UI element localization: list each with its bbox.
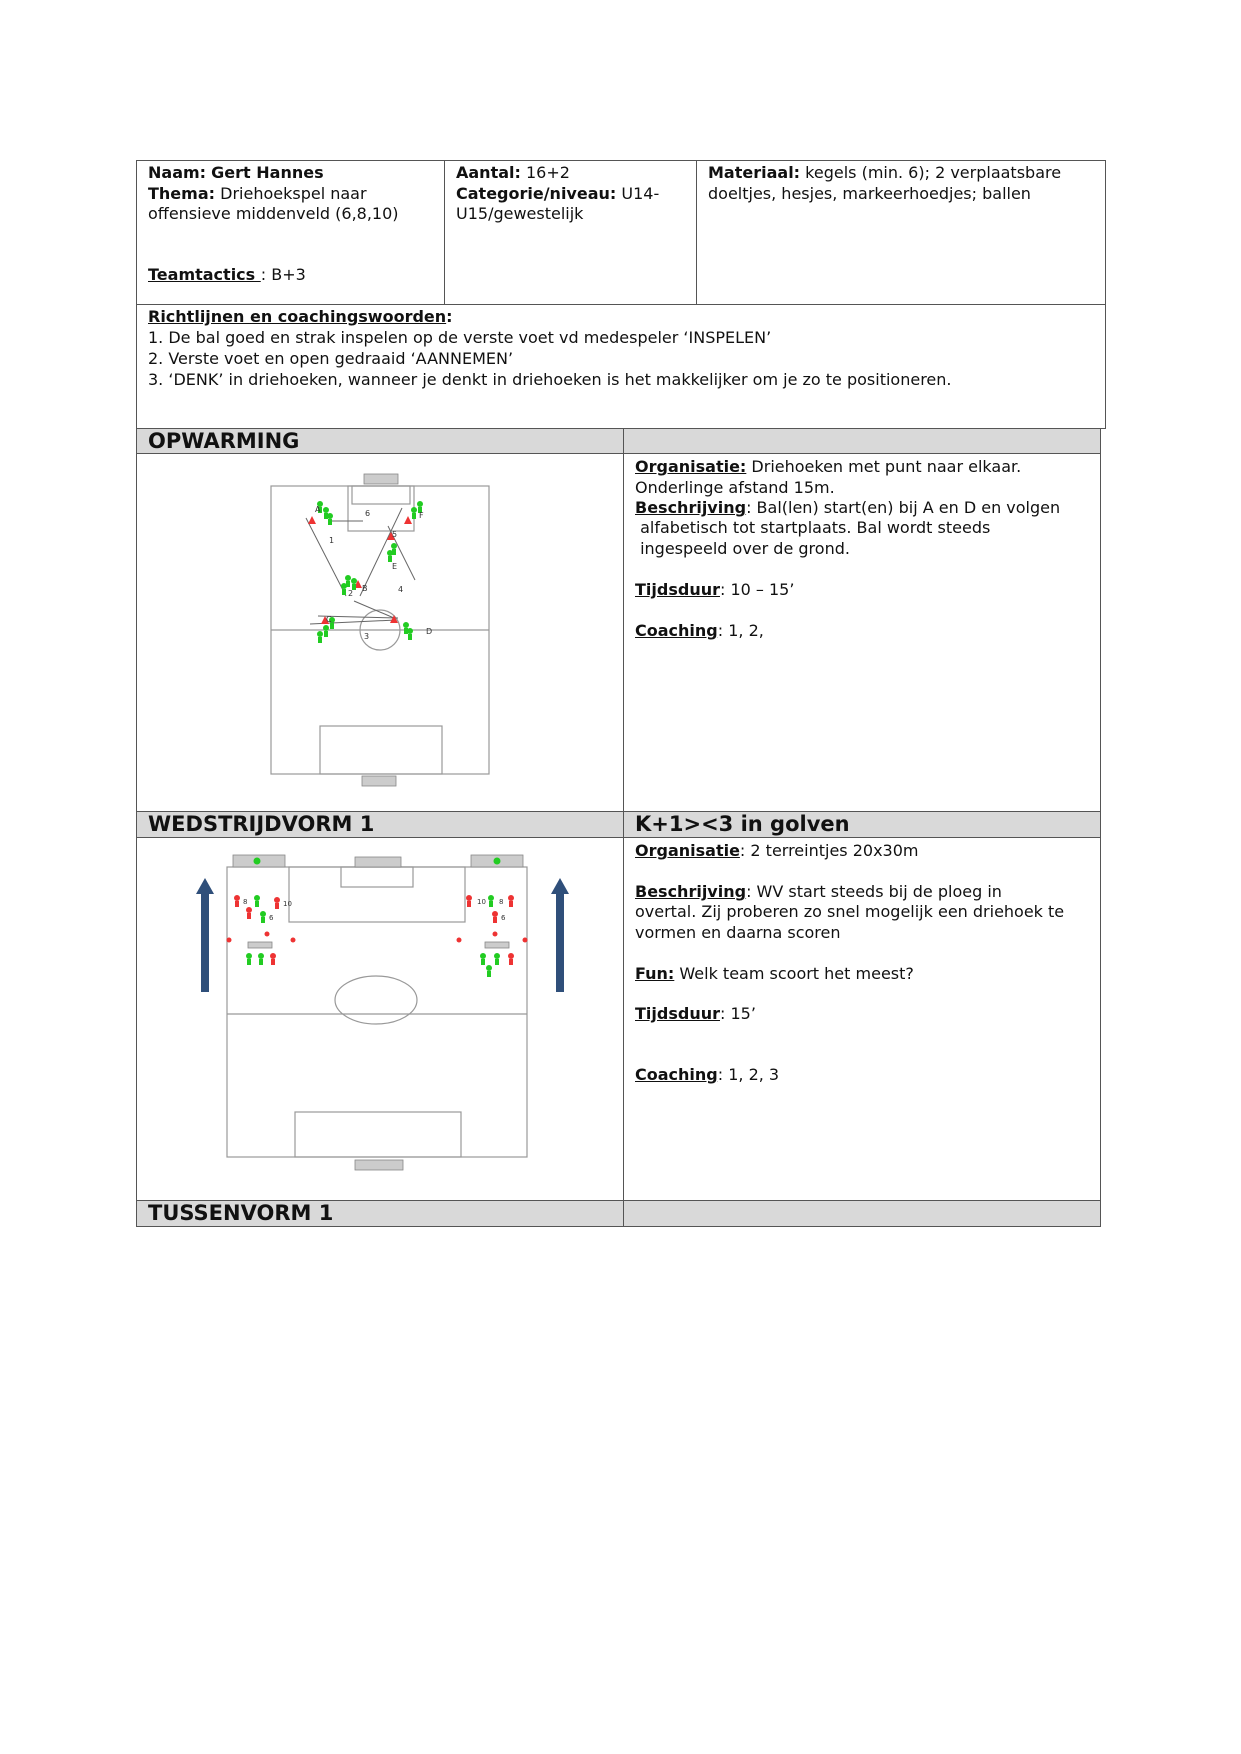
wedstrijdvorm-right-title: K+1><3 in golven [623,811,1101,838]
wv-tijdsduur-value: : 15’ [719,1004,756,1023]
guidelines-title-line [148,306,453,327]
player-icon [345,575,351,581]
wv-beschrijving-value-3: vormen en daarna scoren [635,923,841,942]
opw-beschrijving-value-3: ingespeeld over de grond. [635,539,850,558]
aantal-label: Aantal: [456,163,521,182]
wv-coaching-line [635,1064,779,1085]
opw-organisatie-line [635,456,1021,477]
player-icon [508,895,514,901]
naam-label: Naam: [148,163,207,182]
bottom-goal-icon [362,776,396,786]
player-icon [317,631,323,637]
diagram-label: 4 [398,585,404,594]
marker-icon [493,932,498,937]
player-icon [492,911,498,917]
diagram-label: 6 [501,914,506,922]
materiaal-label: Materiaal: [708,163,801,182]
diagram-label: 10 [283,900,292,908]
opw-tijdsduur-line [635,579,794,600]
diagram-label: A [315,505,321,514]
opw-beschrijving-label: Beschrijving [635,498,747,517]
diagram-label: 8 [499,898,504,906]
top-goal-box [341,867,413,887]
guideline-item: 3. ‘DENK’ in driehoeken, wanneer je denkt in driehoeken is het makkelijker om je zo te positioneren. [148,370,952,389]
materiaal-line [708,162,1061,183]
aantal-line [456,162,570,183]
thema-value: Driehoekspel naar [220,184,367,203]
goal-icon [355,857,401,867]
wedstrijdvorm-diagram [195,852,575,1174]
diagram-label: C [326,615,332,624]
opw-beschrijving-value: : Bal(len) start(en) bij A en D en volgen [746,498,1061,517]
top-penalty-box [348,486,414,531]
teamtactics-value: : B+3 [260,265,306,284]
marker-icon [227,938,232,943]
cone-icon [308,516,316,524]
thema-value-2: offensieve middenveld (6,8,10) [148,204,399,223]
wv-tijdsduur-line [635,1003,756,1024]
opw-tijdsduur-value: : 10 – 15’ [719,580,795,599]
wedstrijdvorm-title: WEDSTRIJDVORM 1 [136,811,624,838]
wv-coaching-value: : 1, 2, 3 [717,1065,780,1084]
thema-label: Thema: [148,184,216,203]
opwarming-right-header [623,428,1101,454]
player-icon [327,513,333,519]
guideline-item: 2. Verste voet en open gedraaid ‘AANNEMEN’ [148,349,514,368]
diagram-label: 6 [365,509,371,518]
wv-organisatie-line [635,840,919,861]
pitch-outline [227,867,527,1157]
player-icon [508,953,514,959]
opw-organisatie-label: Organisatie: [635,457,747,476]
diagram-label: F [419,511,424,520]
opwarming-diagram [268,468,494,788]
player-icon [270,953,276,959]
player-icon [403,622,409,628]
player-icon [258,953,264,959]
player-icon [387,550,393,556]
guideline-item: 1. De bal goed en strak inspelen op de verste voet vd medespeler ‘INSPELEN’ [148,328,772,347]
marker-icon [457,938,462,943]
player-icon [494,953,500,959]
teamtactics-label: Teamtactics [148,265,261,284]
player-icon [351,578,357,584]
categorie-value-2: U15/gewestelijk [456,204,584,223]
top-penalty-box [289,867,465,922]
top-goal-icon [364,474,398,484]
player-icon [274,897,280,903]
keeper-icon [494,858,501,865]
bottom-penalty-box [320,726,442,774]
player-icon [411,507,417,513]
categorie-line [456,183,659,204]
diagram-label: 2 [348,589,354,598]
wv-coaching-label: Coaching [635,1065,718,1084]
player-icon [323,625,329,631]
goal-icon [355,1160,403,1170]
player-icon [488,895,494,901]
wv-organisatie-value: : 2 terreintjes 20x30m [739,841,919,860]
marker-icon [523,938,528,943]
opwarming-title: OPWARMING [136,428,624,454]
opw-tijdsduur-label: Tijdsduur [635,580,720,599]
player-icon [323,507,329,513]
wv-fun-label: Fun: [635,964,675,983]
bottom-penalty-box [295,1112,461,1157]
tussenvorm-title: TUSSENVORM 1 [136,1200,624,1227]
player-icon [341,583,347,589]
player-icon [391,543,397,549]
guidelines-colon: : [446,307,453,326]
thema-line [148,183,367,204]
diagram-label: 6 [269,914,274,922]
player-icon [254,895,260,901]
opw-coaching-line [635,620,764,641]
wv-beschrijving-line [635,881,1002,902]
opw-coaching-label: Coaching [635,621,718,640]
player-icon [480,953,486,959]
mini-goal-icon [485,942,509,948]
naam-line [148,162,324,183]
mini-goal-icon [248,942,272,948]
player-icon [234,895,240,901]
diagram-label: 8 [243,898,248,906]
diagram-label: B [362,584,368,593]
player-icon [260,911,266,917]
wv-fun-line [635,963,914,984]
diagram-label: E [392,562,398,571]
materiaal-value: kegels (min. 6); 2 verplaatsbare [805,163,1062,182]
player-icon [407,628,413,634]
wv-beschrijving-label: Beschrijving [635,882,747,901]
aantal-value: 16+2 [526,163,570,182]
header-col-divider-1 [444,160,445,305]
wv-beschrijving-value-2: overtal. Zij proberen zo snel mogelijk een driehoek te [635,902,1065,921]
diagram-label: 1 [329,536,335,545]
player-icon [417,501,423,507]
categorie-label: Categorie/niveau: [456,184,617,203]
marker-icon [265,932,270,937]
tussenvorm-right-header [623,1200,1101,1227]
categorie-value: U14- [621,184,660,203]
opw-organisatie-value-2: Onderlinge afstand 15m. [635,478,835,497]
player-icon [246,953,252,959]
opw-beschrijving-line [635,497,1060,518]
keeper-icon [254,858,261,865]
diagram-label: D [426,627,433,636]
teamtactics-line [148,264,306,285]
cone-icon [404,516,412,524]
diagram-label: 5 [392,530,398,539]
wv-tijdsduur-label: Tijdsduur [635,1004,720,1023]
materiaal-value-2: doeltjes, hesjes, markeerhoedjes; ballen [708,184,1031,203]
wv-organisatie-label: Organisatie [635,841,740,860]
naam-value: Gert Hannes [211,163,324,182]
diagram-label: 10 [477,898,486,906]
opw-organisatie-value: Driehoeken met punt naar elkaar. [746,457,1022,476]
wv-beschrijving-value: : WV start steeds bij de ploeg in [746,882,1002,901]
opw-beschrijving-value-2: alfabetisch tot startplaats. Bal wordt steeds [635,518,991,537]
arrow-up-icon [551,878,569,992]
player-icon [246,907,252,913]
top-goal-box [352,486,410,504]
guidelines-title: Richtlijnen en coachingswoorden [148,307,447,326]
marker-icon [291,938,296,943]
wv-fun-value: Welk team scoort het meest? [674,964,914,983]
opw-coaching-value: : 1, 2, [717,621,764,640]
centre-circle [335,976,417,1024]
player-icon [486,965,492,971]
diagram-label: 3 [364,632,370,641]
player-icon [466,895,472,901]
arrow-up-icon [196,878,214,992]
header-col-divider-2 [696,160,697,305]
